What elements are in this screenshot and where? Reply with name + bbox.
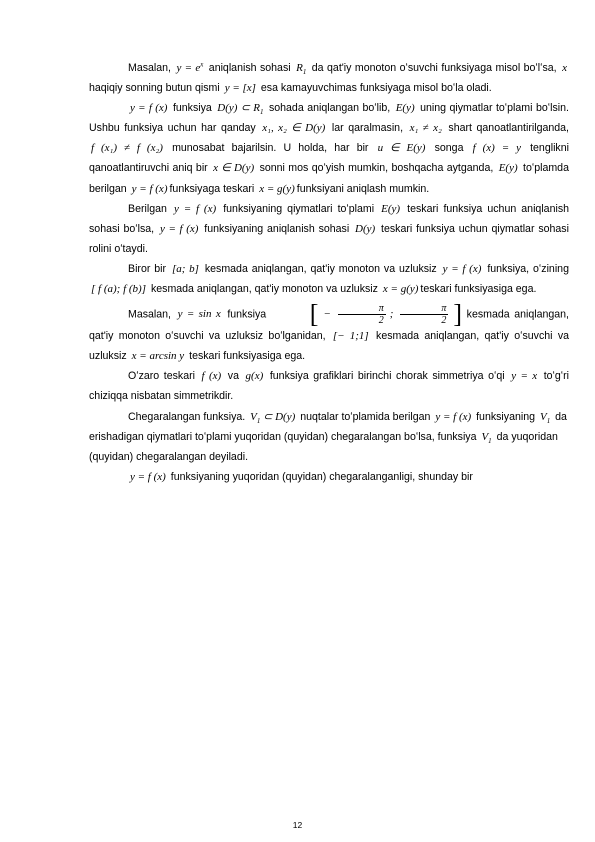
- text: funksiyani aniqlash mumkin.: [296, 182, 430, 195]
- body-text: [89, 58, 569, 487]
- text: Masalan,: [128, 62, 171, 74]
- formula: $V_1$: [481, 430, 492, 445]
- text: funksiyaning yuqoridan (quyidan) chegaralanganligi, shunday bir: [170, 470, 473, 483]
- formula: [ f (a); f (b)]: [91, 283, 146, 296]
- text: teskari funksiya uchun qiymatlar sohasi rolini oʻtaydi.: [89, 222, 569, 255]
- text: Masalan,: [128, 308, 171, 321]
- fraction: $\frac{\pi}{2}$: [400, 303, 448, 326]
- text: sonni mos qoʻyish mumkin, boshqacha aytganda,: [259, 162, 494, 175]
- text: funksiya: [227, 308, 267, 321]
- formula: x = arcsin y: [131, 350, 185, 363]
- formula: x₁, x₂ ∈ D(y): [262, 122, 326, 135]
- text: haqiqiy sonning butun qismi: [89, 82, 220, 95]
- formula: y = f (x): [130, 102, 168, 115]
- formula: x: [562, 62, 567, 74]
- formula: D(y) ⊂ $R_1$: [217, 102, 264, 117]
- text: songa: [434, 142, 464, 155]
- paragraph-6: [89, 366, 569, 406]
- text: munosabat bajarilsin. U holda, har bir: [172, 142, 369, 155]
- text: funksiyaga teskari: [169, 182, 255, 195]
- text: toʻgʻri chiziqqa nisbatan simmetrikdir.: [89, 370, 570, 403]
- text: sohada aniqlangan boʻlib,: [268, 102, 391, 115]
- formula: D(y): [355, 222, 376, 235]
- formula: f (x₁) ≠ f (x₂): [91, 142, 163, 155]
- separator: ;: [389, 308, 394, 321]
- text: funksiyaning qiymatlari toʻplami: [223, 202, 375, 215]
- formula: x₁ ≠ x₂: [409, 122, 442, 135]
- text: Oʻzaro teskari: [128, 370, 195, 383]
- text: kesmada aniqlangan, qat'iy monoton va uzluksiz: [150, 283, 378, 296]
- text: tenglikni qanoatlantiruvchi aniq bir: [89, 142, 569, 175]
- minus-sign: −: [323, 308, 331, 321]
- fraction: $\frac{\pi}{2}$: [338, 303, 386, 326]
- formula: f (x) = y: [472, 142, 521, 155]
- formula: $V_1$ ⊂ D(y): [250, 410, 296, 425]
- formula: y = f (x): [130, 470, 166, 483]
- formula: x ∈ D(y): [213, 162, 255, 175]
- formula: y = f (x): [159, 222, 199, 235]
- paragraph-1: [89, 58, 569, 98]
- text: kesmada aniqlangan, qat'iy oʻsuvchi va uzluksiz: [89, 330, 570, 363]
- formula: $R_1$: [296, 62, 307, 77]
- text: funksiyaning: [476, 410, 536, 423]
- text: uning qiymatlar toʻplami boʻlsin. Ushbu funksiya uchun har qanday: [89, 102, 569, 135]
- paragraph-5: [89, 299, 570, 366]
- formula: u ∈ E(y): [377, 142, 426, 155]
- text: funksiya grafiklari birinchi chorak simmetriya oʻqi: [269, 370, 505, 383]
- formula: x = g(y): [259, 182, 295, 195]
- text: shart qanoatlantirilganda,: [448, 122, 569, 135]
- text: lar qaralmasin,: [331, 122, 404, 135]
- formula: [− 1;1]: [332, 330, 369, 343]
- text: va: [227, 370, 239, 383]
- paragraph-3: [89, 199, 569, 259]
- formula: y = f (x): [442, 262, 482, 275]
- text: Biror bir: [128, 262, 167, 275]
- formula: E(y): [395, 102, 415, 115]
- paragraph-7: [89, 407, 569, 467]
- formula: y = f (x): [173, 202, 217, 215]
- formula: [a; b]: [171, 262, 199, 275]
- text: esa kamayuvchimas funksiyaga misol boʻla oladi.: [260, 82, 492, 95]
- formula: y = f (x): [131, 182, 168, 195]
- text: teskari funksiyasiga ega.: [189, 350, 306, 363]
- formula: y = [x]: [224, 82, 256, 95]
- formula: E(y): [498, 162, 518, 175]
- text: Chegaralangan funksiya.: [128, 410, 246, 423]
- text: toʻplamda berilgan: [89, 162, 569, 195]
- formula: x = g(y): [382, 283, 419, 296]
- text: teskari funksiya uchun aniqlanish sohasi boʻlsa,: [89, 202, 570, 235]
- paragraph-2: [89, 98, 569, 198]
- formula: f (x): [201, 370, 222, 383]
- text: funksiya: [172, 102, 212, 115]
- text: da erishadigan qiymatlari toʻplami yuqoridan (quyidan) chegaralangan boʻlsa, funksiya: [89, 410, 567, 443]
- text: da yuqoridan (quyidan) chegaralangan deyiladi.: [89, 430, 558, 463]
- text: aniqlanish sohasi: [208, 62, 291, 74]
- formula: $V_1$: [539, 410, 551, 425]
- paragraph-8: [89, 467, 569, 487]
- formula: y = x: [511, 370, 538, 383]
- paragraph-4: [89, 259, 569, 299]
- text: nuqtalar toʻplamida berilgan: [300, 410, 431, 423]
- page-number: 12: [292, 820, 303, 830]
- formula: y = sin x: [177, 308, 221, 321]
- left-bracket: [: [309, 299, 319, 329]
- interval-formula: [271, 299, 463, 329]
- formula: y = f (x): [435, 410, 472, 423]
- right-bracket: ]: [453, 299, 463, 329]
- text: da qat'iy monoton oʻsuvchi funksiyaga misol boʻlʻsa,: [311, 62, 557, 74]
- text: teskari funksiyasiga ega.: [420, 283, 537, 296]
- text: kesmada aniqlangan, qat'iy monoton va uzluksiz: [204, 262, 437, 275]
- text: funksiya, oʻzining: [487, 262, 569, 275]
- text: Berilgan: [128, 202, 167, 215]
- formula: E(y): [381, 202, 401, 215]
- formula: $y = e^x$: [176, 60, 204, 74]
- formula: g(x): [245, 370, 264, 383]
- text: kesmada aniqlangan, qat'iy monoton oʻsuvchi va uzluksiz boʻlganidan,: [89, 308, 569, 343]
- text: funksiyaning aniqlanish sohasi: [204, 222, 350, 235]
